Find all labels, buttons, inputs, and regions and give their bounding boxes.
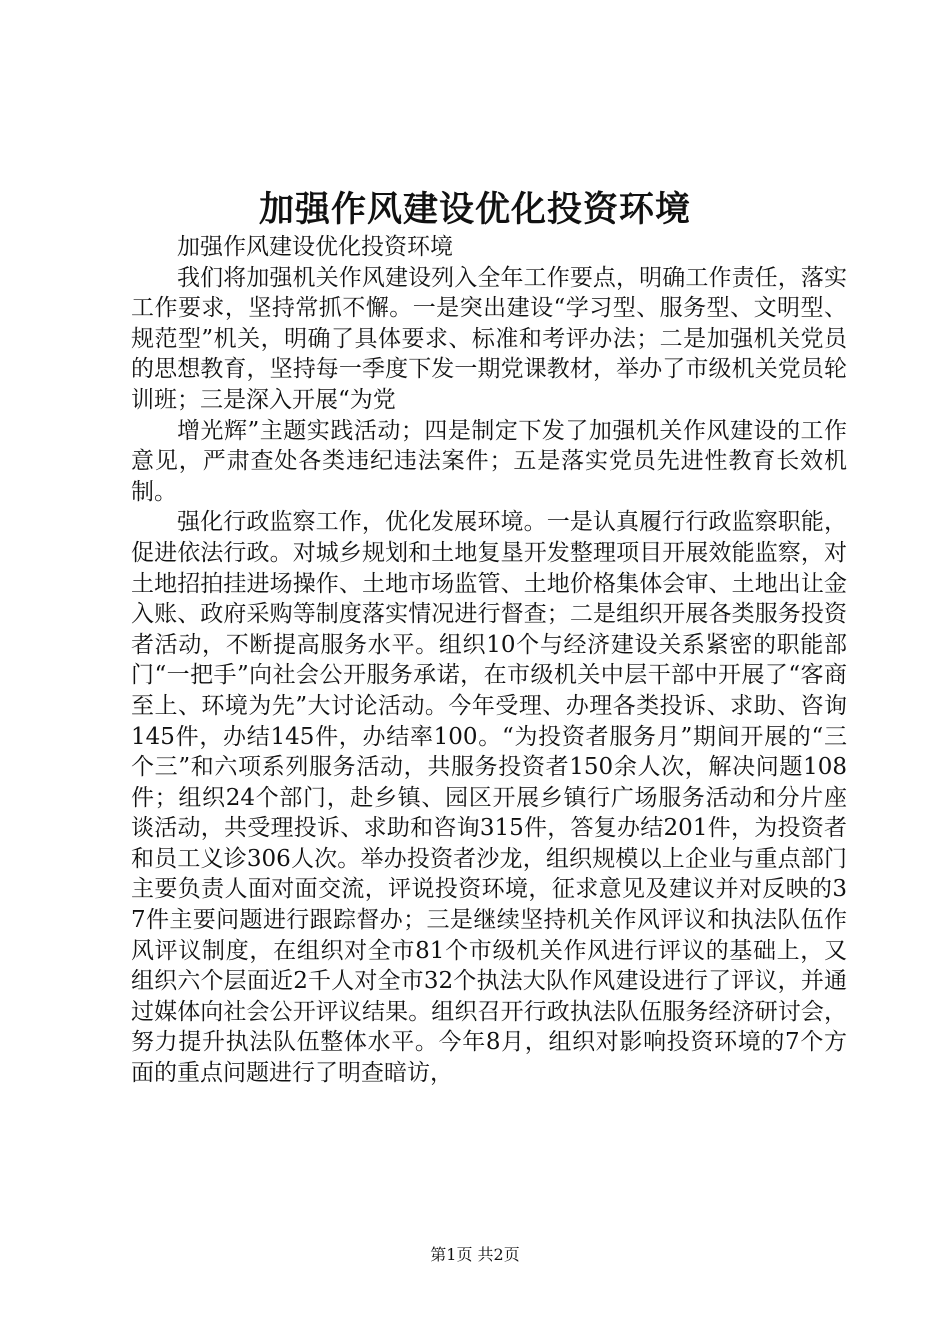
page-footer bbox=[0, 1244, 950, 1266]
document-body bbox=[131, 232, 847, 1089]
subtitle-paragraph: 加强作风建设优化投资环境 bbox=[177, 234, 453, 260]
page-number: 第1页 共2页 bbox=[430, 1245, 520, 1264]
document-title: 加强作风建设优化投资环境 bbox=[258, 189, 691, 230]
body-paragraph: 增光辉”主题实践活动；四是制定下发了加强机关作风建设的工作意见，严肃查处各类违纪违法案件；五是落实党员先进性教育长效机制。 bbox=[131, 417, 847, 505]
body-paragraph: 强化行政监察工作，优化发展环境。一是认真履行行政监察职能，促进依法行政。对城乡规划和土地复垦开发整理项目开展效能监察，对土地招拍挂进场操作、土地市场监管、土地价格集体会审、土地出让金入账、政府采购等制度落实情况进行督查；二是组织开展各类服务投资者活动，不断提高服务水平。组织10个与经济建设关系紧密的职能部门“一把手”向社会公开服务承诺，在市级机关中层干部中开展了“客商至上、环境为先”大讨论活动。今年受理、办理各类投诉、求助、咨询145件，办结145件，办结率100。“为投资者服务月”期间开展的“三个三”和六项系列服务活动，共服务投资者150余人次，解决问题108件；组织24个部门，赴乡镇、园区开展乡镇行广场服务活动和分片座谈活动，共受理投诉、求助和咨询315件，答复办结201件，为投资者和员工义诊306人次。举办投资者沙龙，组织规模以上企业与重点部门主要负责人面对面交流，评说投资环境，征求意见及建议并对反映的37件主要问题进行跟踪督办；三是继续坚持机关作风评议和执法队伍作风评议制度，在组织对全市81个市级机关作风进行评议的基础上，又组织六个层面近2千人对全市32个执法大队作风建设进行了评议，并通过媒体向社会公开评议结果。组织召开行政执法队伍服务经济研讨会，努力提升执法队伍整体水平。今年8月，组织对影响投资环境的7个方面的重点问题进行了明查暗访， bbox=[131, 509, 847, 1087]
body-paragraph: 我们将加强机关作风建设列入全年工作要点，明确工作责任，落实工作要求，坚持常抓不懈。一是突出建设“学习型、服务型、文明型、规范型”机关，明确了具体要求、标准和考评办法；二是加强机关党员的思想教育，坚持每一季度下发一期党课教材，举办了市级机关党员轮训班；三是深入开展“为党 bbox=[131, 264, 847, 413]
